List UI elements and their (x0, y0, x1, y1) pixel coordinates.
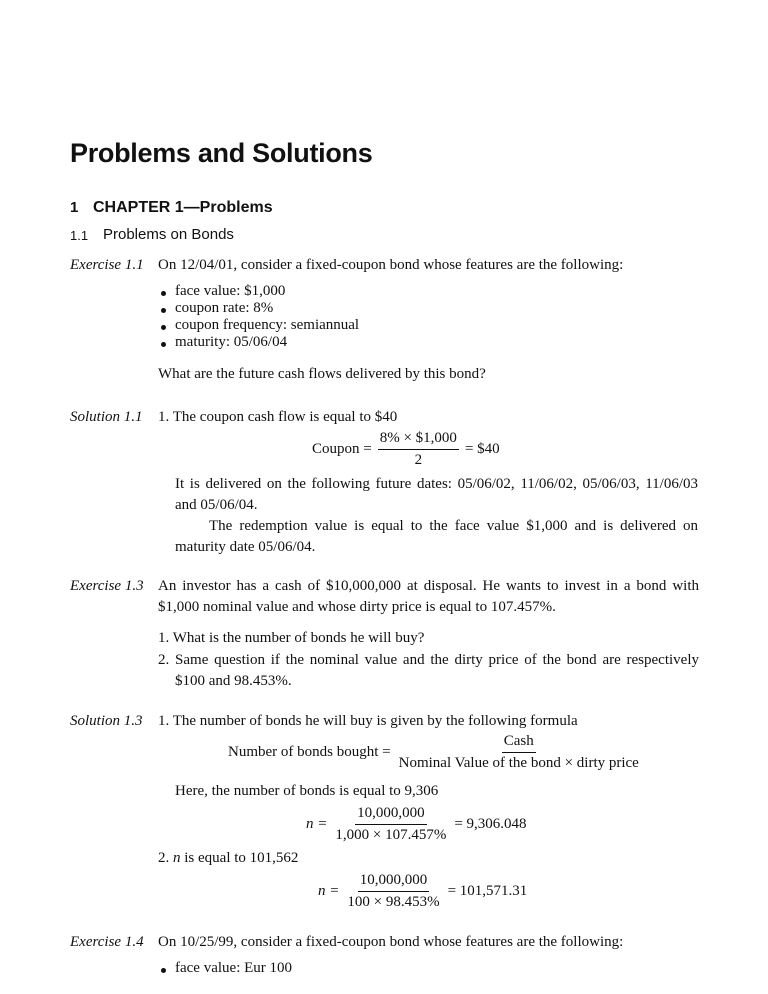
solution-line: 1. The number of bonds he will buy is given by the following formula (158, 713, 578, 729)
equation-lhs: n = (318, 883, 340, 899)
equation-rhs: = 9,306.048 (454, 816, 527, 832)
fraction-numerator: Cash (502, 733, 536, 753)
chapter-heading: CHAPTER 1—Problems (93, 199, 273, 216)
equation-rhs: = $40 (464, 441, 500, 457)
solution-label: Solution 1.1 (70, 409, 143, 425)
bonds-formula (228, 733, 641, 772)
page-title: Problems and Solutions (70, 138, 373, 168)
fraction-denominator: 1,000 × 107.457% (335, 827, 447, 843)
equation-rhs: = 101,571.31 (447, 883, 528, 899)
chapter-number: 1 (70, 199, 79, 216)
exercise-intro: On 10/25/99, consider a fixed-coupon bond whose features are the following: (158, 934, 624, 950)
equation-fraction (333, 805, 448, 844)
list-item: coupon frequency: semiannual (175, 317, 360, 333)
exercise-label: Exercise 1.1 (70, 257, 144, 273)
solution-line (158, 850, 298, 867)
fraction-denominator: 2 (414, 452, 423, 468)
bonds-equation-1 (306, 805, 527, 844)
fraction-denominator: Nominal Value of the bond × dirty price (398, 755, 639, 771)
bullet-icon (161, 325, 166, 330)
equation-lhs: Coupon = (312, 441, 372, 457)
solution-text: is equal to 101,562 (184, 850, 299, 866)
exercise-label: Exercise 1.3 (70, 578, 144, 594)
exercise-question: What are the future cash flows delivered by this bond? (158, 366, 486, 382)
item-number: 2. (158, 850, 170, 866)
exercise-question: 1. What is the number of bonds he will buy? (158, 630, 425, 646)
solution-line: 1. The coupon cash flow is equal to $40 (158, 409, 398, 425)
list-item: face value: $1,000 (175, 283, 286, 299)
solution-paragraph: The redemption value is equal to the face value $1,000 and is delivered on maturity date 05/06/04. (175, 518, 698, 555)
equation-lhs: n = (306, 816, 328, 832)
list-item: maturity: 05/06/04 (175, 334, 288, 350)
fraction-denominator: 100 × 98.453% (347, 894, 440, 910)
exercise-label: Exercise 1.4 (70, 934, 144, 950)
equation-fraction (378, 430, 459, 469)
fraction-numerator: 10,000,000 (355, 805, 427, 825)
equation-lhs: Number of bonds bought = (228, 744, 391, 760)
exercise-intro: On 12/04/01, consider a fixed-coupon bond whose features are the following: (158, 257, 624, 273)
equation-fraction (397, 733, 641, 772)
exercise-question: 2. Same question if the nominal value and the dirty price of the bond are respectively $100 and 98.453%. (158, 652, 699, 689)
bullet-icon (161, 308, 166, 313)
fraction-numerator: 8% × $1,000 (378, 430, 459, 450)
bullet-icon (161, 291, 166, 296)
solution-line: Here, the number of bonds is equal to 9,306 (175, 783, 439, 799)
bullet-icon (161, 342, 166, 347)
exercise-intro: An investor has a cash of $10,000,000 at disposal. He wants to invest in a bond with $1,000 nominal value and whose dirty price is equal to 107.457%. (158, 578, 699, 615)
equation-fraction (345, 872, 441, 911)
solution-label: Solution 1.3 (70, 713, 143, 729)
solution-paragraph: It is delivered on the following future dates: 05/06/02, 11/06/02, 05/06/03, 11/06/03 and 05/06/04. (175, 476, 698, 513)
section-heading: Problems on Bonds (103, 226, 234, 243)
coupon-equation (312, 430, 500, 469)
fraction-numerator: 10,000,000 (358, 872, 430, 892)
section-number: 1.1 (70, 228, 89, 243)
bonds-equation-2 (318, 872, 527, 911)
list-item: face value: Eur 100 (175, 960, 293, 976)
variable-n: n (173, 850, 181, 866)
list-item: coupon rate: 8% (175, 300, 274, 316)
bullet-icon (161, 968, 166, 973)
